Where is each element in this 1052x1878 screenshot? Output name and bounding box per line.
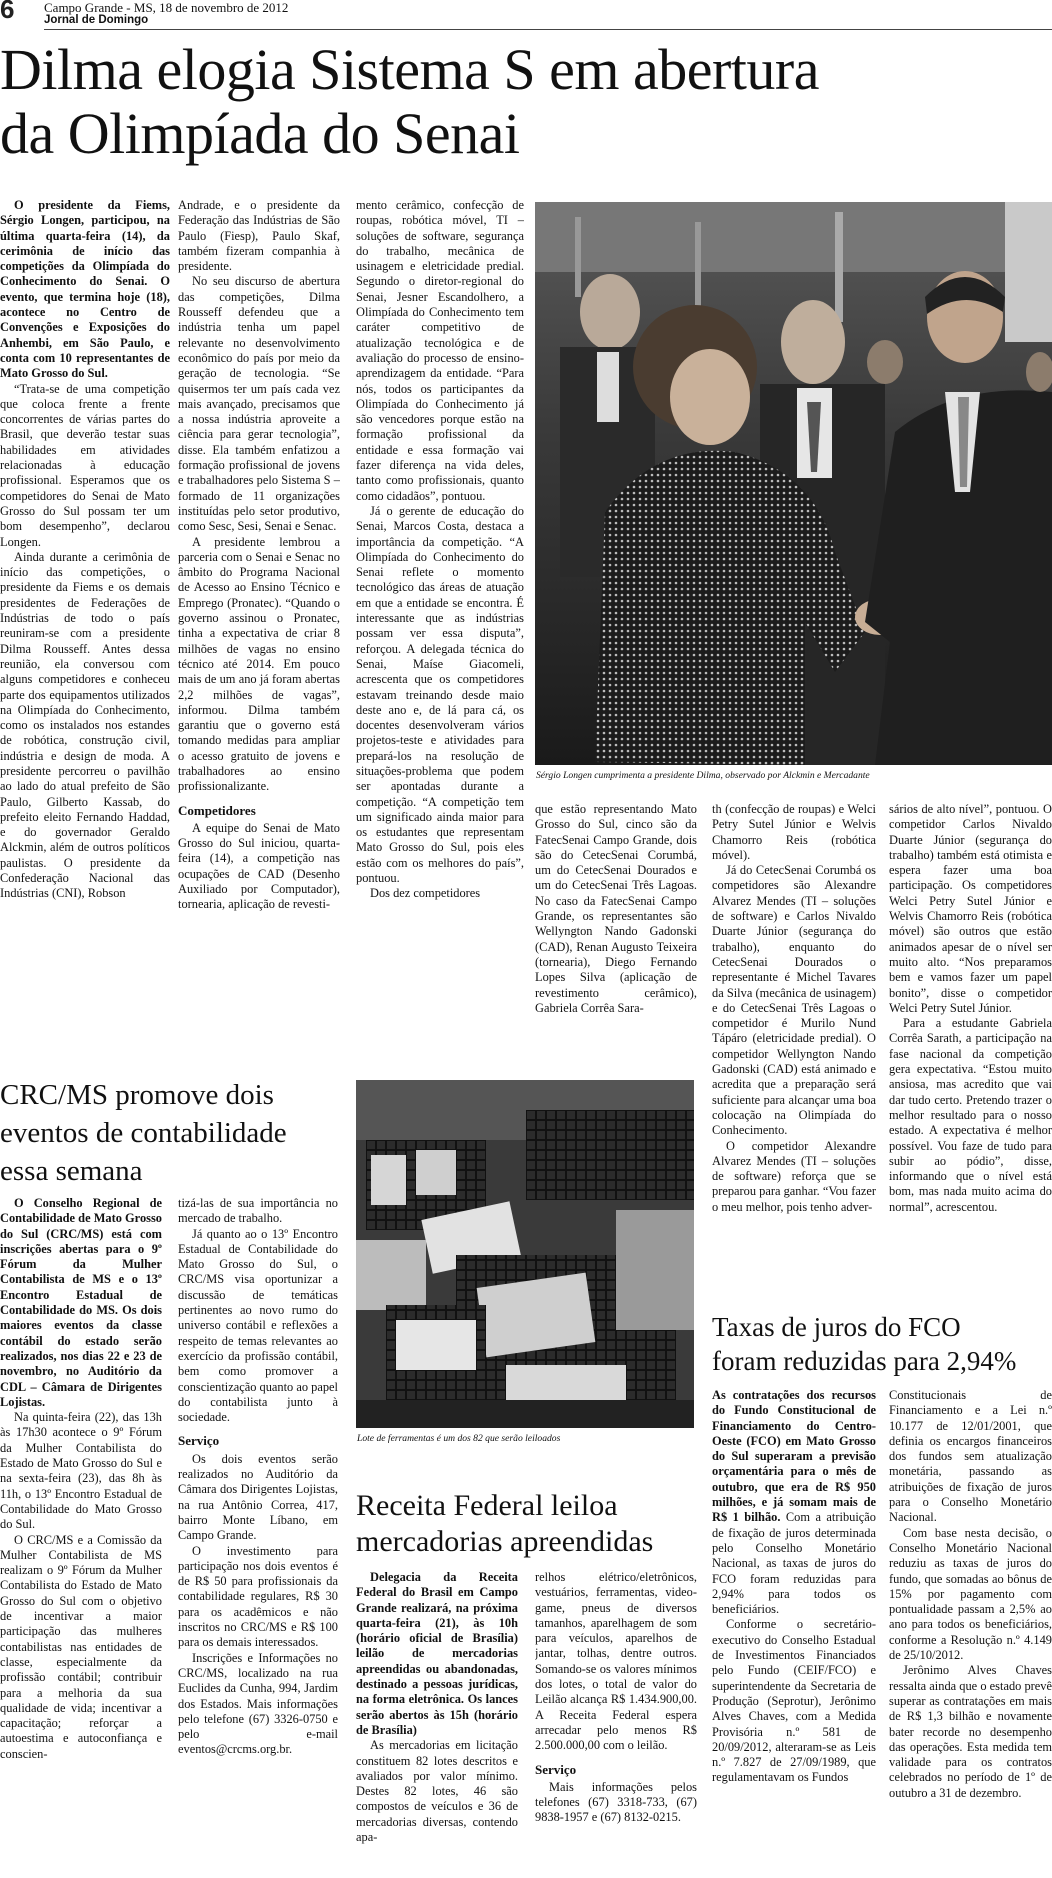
receita-paragraph: Mais informações pelos telefones (67) 3318-733, (67) 9838-1957 e (67) 8132-0215. <box>535 1779 697 1825</box>
crc-paragraph: Já quanto ao o 13º Encontro Estadual de Contabilidade do Mato Grosso do Sul, o CRC/MS visa oportunizar a discussão de temáticas pertinentes ao novo rumo do universo contábil e reflexões a respeito de temas relevantes ao exercício da profissão contábil, bem como promover a conscientização quanto ao papel do contabilista junto à sociedade. <box>178 1226 338 1425</box>
article1-paragraph: sários de alto nível”, pontuou. O competidor Carlos Nivaldo Duarte Júnior (segurança do trabalho) também está otimista e espera fazer uma boa participação. Os competidores Welci Petry Sutel Júnior e Welvis Chamorro Reis (robótica móvel) são outros que estão animados apesar de o nível ser muito alto. “Nos preparamos bem e vamos fazer um papel bonito”, disse o competidor Welci Petry Sutel Júnior. <box>889 802 1052 1015</box>
receita-headline-line2: mercadorias apreendidas <box>356 1525 654 1558</box>
section-name: Jornal de Domingo <box>44 14 149 26</box>
fco-paragraph: Com a atribuição de fixação de juros determinada pelo Conselho Monetário Nacional, as taxas de juros do FCO foram reduzidas para 2,94% para todos os beneficiários. <box>712 1510 876 1617</box>
crc-paragraph: O investimento para participação nos dois eventos é de R$ 50 para profissionais da contabilidade regulares, R$ 30 para os acadêmicos e não inscritos no CRC/MS e R$ 100 para os demais interessados. <box>178 1543 338 1650</box>
article1-paragraph: th (confecção de roupas) e Welci Petry Sutel Júnior e Welvis Chamorro Reis (robótica móvel). <box>712 802 876 862</box>
crc-paragraph: Inscrições e Informações no CRC/MS, localizado na rua Euclides da Cunha, 994, Jardim dos Estados. Mais informações pelo telefone (67) 3326-0750 e pelo e-mail eventos@crcms.org.br. <box>178 1650 338 1757</box>
fco-paragraph: Com base nesta decisão, o Conselho Monetário Nacional reduziu as taxas de juros do fundo, que somadas ao bônus de 15% por pagamento com pontualidade passam a 2,5% ao ano para todos os beneficiários, conforme a Resolução n.º 4.149 de 25/10/2012. <box>889 1525 1052 1663</box>
receita-headline <box>356 1488 653 1560</box>
receita-column-1 <box>356 1570 518 1878</box>
article1-paragraph: Para a estudante Gabriela Corrêa Sarath, a participação na fase nacional da competição gera expectativa. “Estou muito ansiosa, mas acredito que vai dar tudo certo. Pretendo trazer o melhor resultado para o nosso estado. A expectativa é melhor possível. Vou faze de tudo para subir ao pódio”, disse, informando que o nível está bom, mas nada muito acima do normal”, acrescentou. <box>889 1016 1052 1214</box>
receita-paragraph: As mercadorias em licitação constituem 82 lotes descritos e avaliados por valor mínimo. Destes 82 lotes, 46 são compostos de veículos e 36 de mercadorias diversas, contendo apa- <box>356 1738 518 1845</box>
crc-headline <box>0 1076 287 1190</box>
article1-paragraph: O competidor Alexandre Alvarez Mendes (TI – soluções de software) reforça que se preparou para ganhar. “Vou fazer o meu melhor, pois tenho adver- <box>712 1138 876 1214</box>
fco-paragraph: Conforme o secretário-executivo do Conselho Estadual de Investimentos Financiados pelo Fundo (CEIF/FCO) e superintendente da Secretaria de Produção (Seprotur), Jerônimo Alves Chaves, com a Medida Provisória n.º 581 de 20/09/2012, alteraram-se as Leis n.º 7.827 de 27/09/1989, que regulamentavam os Fundos <box>712 1617 876 1785</box>
article1-column-1 <box>0 198 170 1066</box>
fco-paragraph: Jerônimo Alves Chaves ressalta ainda que o estado prevê superar as contratações em mais de R$ 1,3 bilhão e novamente bater recorde no desempenho das operações. Esta medida tem validade para os contratos celebrados no período de 1º de outubro a 31 de dezembro. <box>889 1663 1052 1800</box>
article1-paragraph: mento cerâmico, confecção de roupas, robótica móvel, TI – soluções de software, segurança do trabalho, mecânica de usinagem e eletricidade predial. Segundo o diretor-regional do Senai, Jesner Escandolhero, a Olimpíada do Conhecimento tem caráter competitivo de atualização tecnológica e de avaliação do processo de ensino-aprendizagem da entidade. “Para nós, todos os participantes da Olimpíada do Conhecimento já são vencedores porque estão na formação profissional da entidade e essa formação vai fazer diferença na vida deles, tanto como profissionais, quanto como cidadãos”, pontuou. <box>356 198 524 503</box>
crc-paragraph: Na quinta-feira (22), das 13h às 17h30 acontece o 9º Fórum da Mulher Contabilista do Estado de Mato Grosso do Sul e na sexta-feira (23), das 8h às 11h, o 13º Encontro Estadual de Contabilidade do Mato Grosso do Sul. <box>0 1410 162 1532</box>
fco-headline <box>712 1310 1016 1378</box>
crc-lead: O Conselho Regional de Contabilidade de Mato Grosso do Sul (CRC/MS) está com inscrições abertas para o 9º Fórum da Mulher Contabilista de MS e o 13º Encontro Estadual de Contabilidade do MS. Os dois maiores eventos da classe contábil do estado serão realizados, nos dias 22 e 23 de novembro, no Auditório da CDL – Câmara de Dirigentes Lojistas. <box>0 1196 162 1409</box>
crc-paragraph: O CRC/MS e a Comissão da Mulher Contabilista de MS realizam o 9º Fórum da Mulher Contabilista do Estado de Mato Grosso do Sul com o objetivo de incentivar a maior participação das mulheres contabilistas nas entidades de classe, especialmente da profissão contábil; contribuir para a melhoria da sua qualidade de vida; incentivar a capacitação; reforçar a autoestima e autoconfiança e conscien- <box>0 1532 162 1761</box>
crc-headline-line3: essa semana <box>0 1155 143 1187</box>
fco-column-1 <box>712 1388 876 1878</box>
photo-tools-lot-image <box>356 1080 694 1428</box>
article1-column-4 <box>535 802 697 1065</box>
article1-paragraph: Ainda durante a cerimônia de início das competições, o presidente da Fiems e os demais presidentes de Federações de Indústrias de todo o país reuniram-se com a presidente Dilma Rousseff. Antes dessa reunião, ela conversou com alguns competidores e conheceu parte dos equipamentos utilizados na Olimpíada do Conhecimento, como os instalados nos estandes de robótica, construção civil, indústria e design de moda. A presidente percorreu o pavilhão ao lado do atual prefeito de São Paulo, Gilberto Kassab, do prefeito eleito Fernando Haddad, e do governador Geraldo Alckmin, além de outros políticos paulistas. O presidente da Confederação Nacional das Indústrias (CNI), Robson <box>0 549 170 901</box>
article1-paragraph: A presidente lembrou a parceria com o Senai e Senac no âmbito do Programa Nacional de Acesso ao Ensino Técnico e Emprego (Pronatec). “Quando o governo assinou o Pronatec, tinha a expectativa de criar 8 milhões de vagas no ensino técnico até 2014. Em pouco mais de um ano já foram abertas 2,2 milhões de vagas”, informou. Dilma também garantiu que o governo está tomando medidas para ampliar o acesso gratuito de jovens e trabalhadores ao ensino profissionalizante. <box>178 534 340 794</box>
fco-lead: As contratações dos recursos do Fundo Constitucional de Financiamento do Centro-Oeste (FCO) em Mato Grosso do Sul superaram a previsão orçamentária para o mês de outubro, que era de R$ 950 milhões, e já somam mais de R$ 1 bilhão. <box>712 1388 876 1525</box>
crc-headline-line2: eventos de contabilidade <box>0 1117 287 1149</box>
photo-dilma-handshake <box>535 202 1052 765</box>
receita-lead: Delegacia da Receita Federal do Brasil em Campo Grande realizará, na próxima quarta-feira (21), às 10h (horário oficial de Brasília) leilão de mercadorias apreendidas ou abandonadas, destinado a pessoas jurídicas, na forma eletrônica. Os lances serão abertos às 15h (horário de Brasília) <box>356 1570 518 1737</box>
main-headline-line1: Dilma elogia Sistema S em abertura <box>0 37 819 102</box>
tools-caption: Lote de ferramentas é um dos 82 que serão leiloados <box>357 1433 561 1444</box>
article1-subhead: Competidores <box>178 802 256 818</box>
receita-subhead: Serviço <box>535 1761 577 1777</box>
receita-headline-line1: Receita Federal leiloa <box>356 1489 618 1522</box>
page-number: 6 <box>0 0 15 24</box>
crc-column-2 <box>178 1196 338 1878</box>
article1-column-3 <box>356 198 524 1066</box>
fco-paragraph: Constitucionais de Financiamento e a Lei n.º 10.177 de 12/01/2001, que definia os encargos financeiros dos fundos sem atualização monetária, passando as atribuições de fixação de juros para o Conselho Monetário Nacional. <box>889 1388 1052 1525</box>
article1-paragraph: Já do CetecSenai Corumbá os competidores são Alexandre Alvarez Mendes (TI – soluções de software) e Carlos Nivaldo Duarte Júnior (segurança do trabalho), enquanto do CetecSenai Dourados o representante é Michel Tavares da Silva (mecânica de usinagem) e do CetecSenai Três Lagoas o competidor é Murilo Nund Tápáro (eletricidade predial). O competidor Wellyngton Nando Gadonski (CAD) está animado e acredita que a preparação será suficiente para alcançar uma boa colocação na Olimpíada do Conhecimento. <box>712 863 876 1138</box>
fco-column-2 <box>889 1388 1052 1878</box>
header-rule <box>44 29 1052 30</box>
fco-headline-line2: foram reduzidas para 2,94% <box>712 1346 1017 1376</box>
article1-paragraph: A equipe do Senai de Mato Grosso do Sul iniciou, quarta-feira (14), a competição nas ocupações de CAD (Desenho Auxiliado por Computador), tornearia, aplicação de revesti- <box>178 820 340 912</box>
article1-column-2 <box>178 198 340 1066</box>
article1-paragraph: Já o gerente de educação do Senai, Marcos Costa, destaca a importância da competição. “A Olimpíada do Conhecimento do Senai reflete o momento tecnológico das áreas de atuação em que a entidade se encontra. É interessante que as indústrias possam ver essa disputa”, reforçou. A delegada técnica do Senai, Maíse Giacomeli, acrescenta que os competidores estavam treinando desde maio deste ano e, de lá para cá, os docentes desenvolveram vários projetos-teste e atividades para prepará-los na resolução de situações-problema que podem ser apontadas durante a competição. “A competição tem um significado ainda maior para os estudantes que representam Mato Grosso do Sul, pois eles estão com os melhores do país”, pontuou. <box>356 503 524 886</box>
crc-subhead: Serviço <box>178 1433 220 1449</box>
photo-caption: Sérgio Longen cumprimenta a presidente Dilma, observado por Alckmin e Mercadante <box>536 770 870 781</box>
receita-paragraph: relhos elétrico/eletrônicos, vestuários, ferramentas, video-game, pneus de diversos tamanhos, aparelhagem de som para veículos, aparelhos de jantar, tolhas, dentre outros. Somando-se os valores mínimos dos lotes, o total de valor do Leilão alcança R$ 1.434.900,00. A Receita Federal espera arrecadar pelo menos R$ 2.500.000,00 com o leilão. <box>535 1570 697 1753</box>
main-headline <box>0 38 819 166</box>
article1-lead: O presidente da Fiems, Sérgio Longen, participou, na última quarta-feira (14), da cerimônia de início das competições da Olimpíada do Conhecimento do Senai. O evento, que termina hoje (18), acontece no Centro de Convenções e Exposições do Anhembi, em São Paulo, e conta com 10 representantes de Mato Grosso do Sul. <box>0 198 170 381</box>
article1-paragraph: No seu discurso de abertura das competições, Dilma Rousseff defendeu que a indústria tenha um papel relevante no desenvolvimento econômico do país por meio da geração de tecnologia. “Se quisermos ter um país cada vez mais avançado, precisamos que a nossa indústria aproveite a ciência para gerar tecnologia”, disse. Ela também enfatizou a formação profissional de jovens e trabalhadores pelo Sistema S – formado de 11 organizações instituídas pelo setor produtivo, como Sesc, Sesi, Senai e Senac. <box>178 274 340 534</box>
article1-paragraph: que estão representando Mato Grosso do Sul, cinco são da FatecSenai Campo Grande, dois são do CetecSenai Corumbá, um do CetecSenai Dourados e um do CetecSenai Três Lagoas. No caso da FatecSenai Campo Grande, os representantes são Wellyngton Nando Gadonski (CAD), Renan Augusto Teixeira (tornearia), Diego Fernando Lopes Silva (aplicação de revestimento cerâmico), Gabriela Corrêa Sara- <box>535 802 697 1015</box>
crc-column-1 <box>0 1196 162 1878</box>
article1-paragraph: “Trata-se de uma competição que coloca frente a frente concorrentes de várias partes do Brasil, que deverão testar suas habilidades em atividades relacionadas à educação profissional. Esperamos que os competidores do Senai de Mato Grosso do Sul possam ter um bom desempenho”, declarou Longen. <box>0 381 170 549</box>
crc-paragraph: tizá-las de sua importância no mercado de trabalho. <box>178 1196 338 1226</box>
crc-paragraph: Os dois eventos serão realizados no Auditório da Câmara dos Dirigentes Lojistas, na rua Antônio Correa, 417, bairro Monte Líbano, em Campo Grande. <box>178 1451 338 1543</box>
photo-tools-lot <box>356 1080 694 1428</box>
article1-paragraph: Andrade, e o presidente da Federação das Indústrias de São Paulo (Fiesp), Paulo Skaf, também fizeram companhia à presidente. <box>178 198 340 274</box>
receita-column-2 <box>535 1570 697 1878</box>
crc-headline-line1: CRC/MS promove dois <box>0 1079 274 1111</box>
dateline: Campo Grande - MS, 18 de novembro de 2012 <box>44 0 289 15</box>
article1-paragraph: Dos dez competidores <box>370 886 481 901</box>
photo-dilma-handshake-image <box>535 202 1052 765</box>
fco-headline-line1: Taxas de juros do FCO <box>712 1312 961 1342</box>
main-headline-line2: da Olimpíada do Senai <box>0 101 520 166</box>
